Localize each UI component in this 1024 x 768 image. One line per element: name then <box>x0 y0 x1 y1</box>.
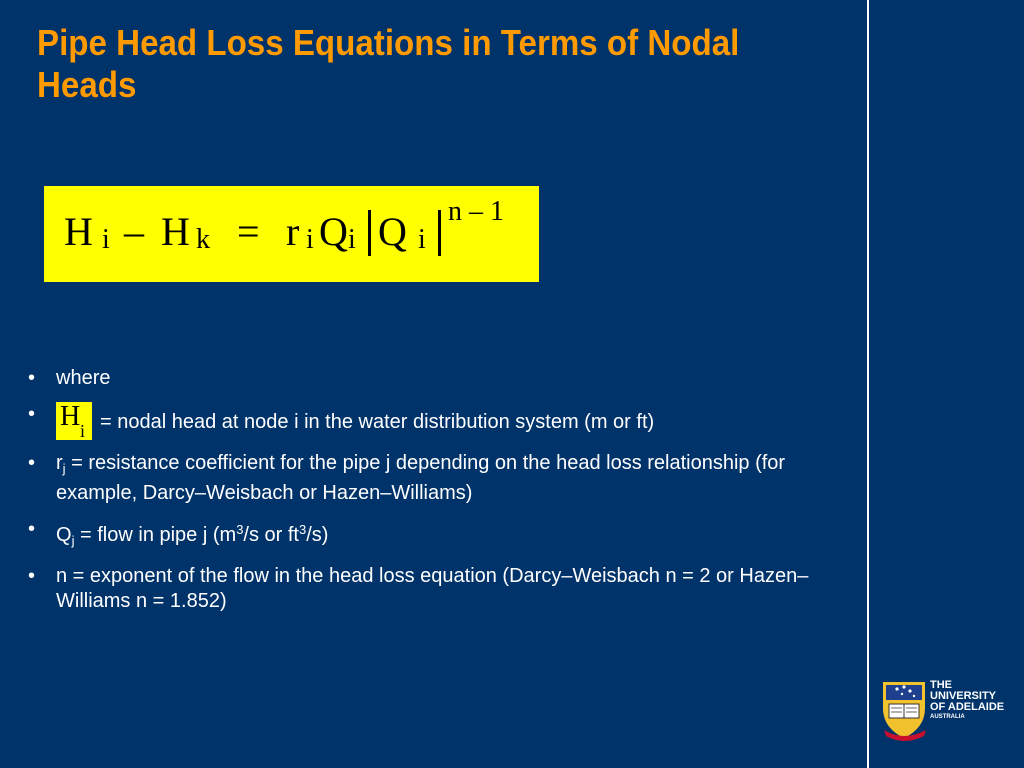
eq-sub-k: k <box>196 224 210 255</box>
eq-minus: – <box>124 209 144 254</box>
bullet-dot: • <box>28 452 36 474</box>
n-description: n = exponent of the flow in the head loss equation (Darcy–Weisbach n = 2 or Hazen–Williams n = 1.852) <box>56 565 809 612</box>
q-desc-3: /s) <box>306 524 329 546</box>
r-symbol: r <box>56 452 63 474</box>
hi-symbol: H <box>60 401 81 432</box>
bullet-dot: • <box>28 367 36 389</box>
equation-box <box>44 186 539 282</box>
q-subscript: j <box>71 533 75 548</box>
q-sup-2: 3 <box>299 522 307 537</box>
q-symbol: Q <box>56 524 72 546</box>
eq-Q2: Q <box>378 209 407 254</box>
bullet-r <box>28 451 858 506</box>
eq-sub-q1: i <box>348 224 356 255</box>
q-desc-2: /s or ft <box>243 524 299 546</box>
eq-r: r <box>286 209 300 254</box>
eq-exponent: n – 1 <box>448 196 504 227</box>
logo-text <box>930 680 1020 721</box>
bullet-hi <box>28 402 858 440</box>
eq-sub-q2: i <box>418 224 426 255</box>
right-panel <box>869 0 1024 768</box>
definitions-list <box>28 366 858 625</box>
bullet-dot: • <box>28 518 36 540</box>
bullet-dot: • <box>28 565 36 587</box>
eq-abs-bar-left <box>368 210 371 256</box>
hi-description: = nodal head at node i in the water distribution system (m or ft) <box>100 411 655 433</box>
r-description: = resistance coefficient for the pipe j depending on the head loss relationship (for example, Darcy–Weisbach or Hazen–Williams) <box>56 452 786 504</box>
q-sup-1: 3 <box>236 522 244 537</box>
slide-title: Pipe Head Loss Equations in Terms of Nodal Heads <box>37 22 740 105</box>
eq-H-i: H <box>64 209 93 254</box>
logo-line-1: THE UNIVERSITY <box>930 679 997 702</box>
bullet-q <box>28 517 858 553</box>
logo-line-3: AUSTRALIA <box>930 714 965 720</box>
university-logo <box>880 678 1020 744</box>
eq-H-k: H <box>161 209 190 254</box>
hi-symbol-box <box>56 402 92 440</box>
bullet-n <box>28 564 858 614</box>
logo-line-2: OF ADELAIDE <box>930 701 1005 713</box>
eq-Q1: Q <box>319 209 348 254</box>
bullet-dot: • <box>28 403 36 425</box>
eq-sub-r: i <box>306 224 314 255</box>
r-subscript: j <box>62 461 66 476</box>
eq-equals: = <box>237 209 260 254</box>
university-crest-icon <box>880 678 930 744</box>
where-text: where <box>56 367 111 389</box>
eq-abs-bar-right <box>438 210 441 256</box>
hi-subscript: i <box>80 421 86 441</box>
eq-sub-i: i <box>102 224 110 255</box>
bullet-where <box>28 366 858 391</box>
q-desc-1: = flow in pipe j (m <box>74 524 237 546</box>
